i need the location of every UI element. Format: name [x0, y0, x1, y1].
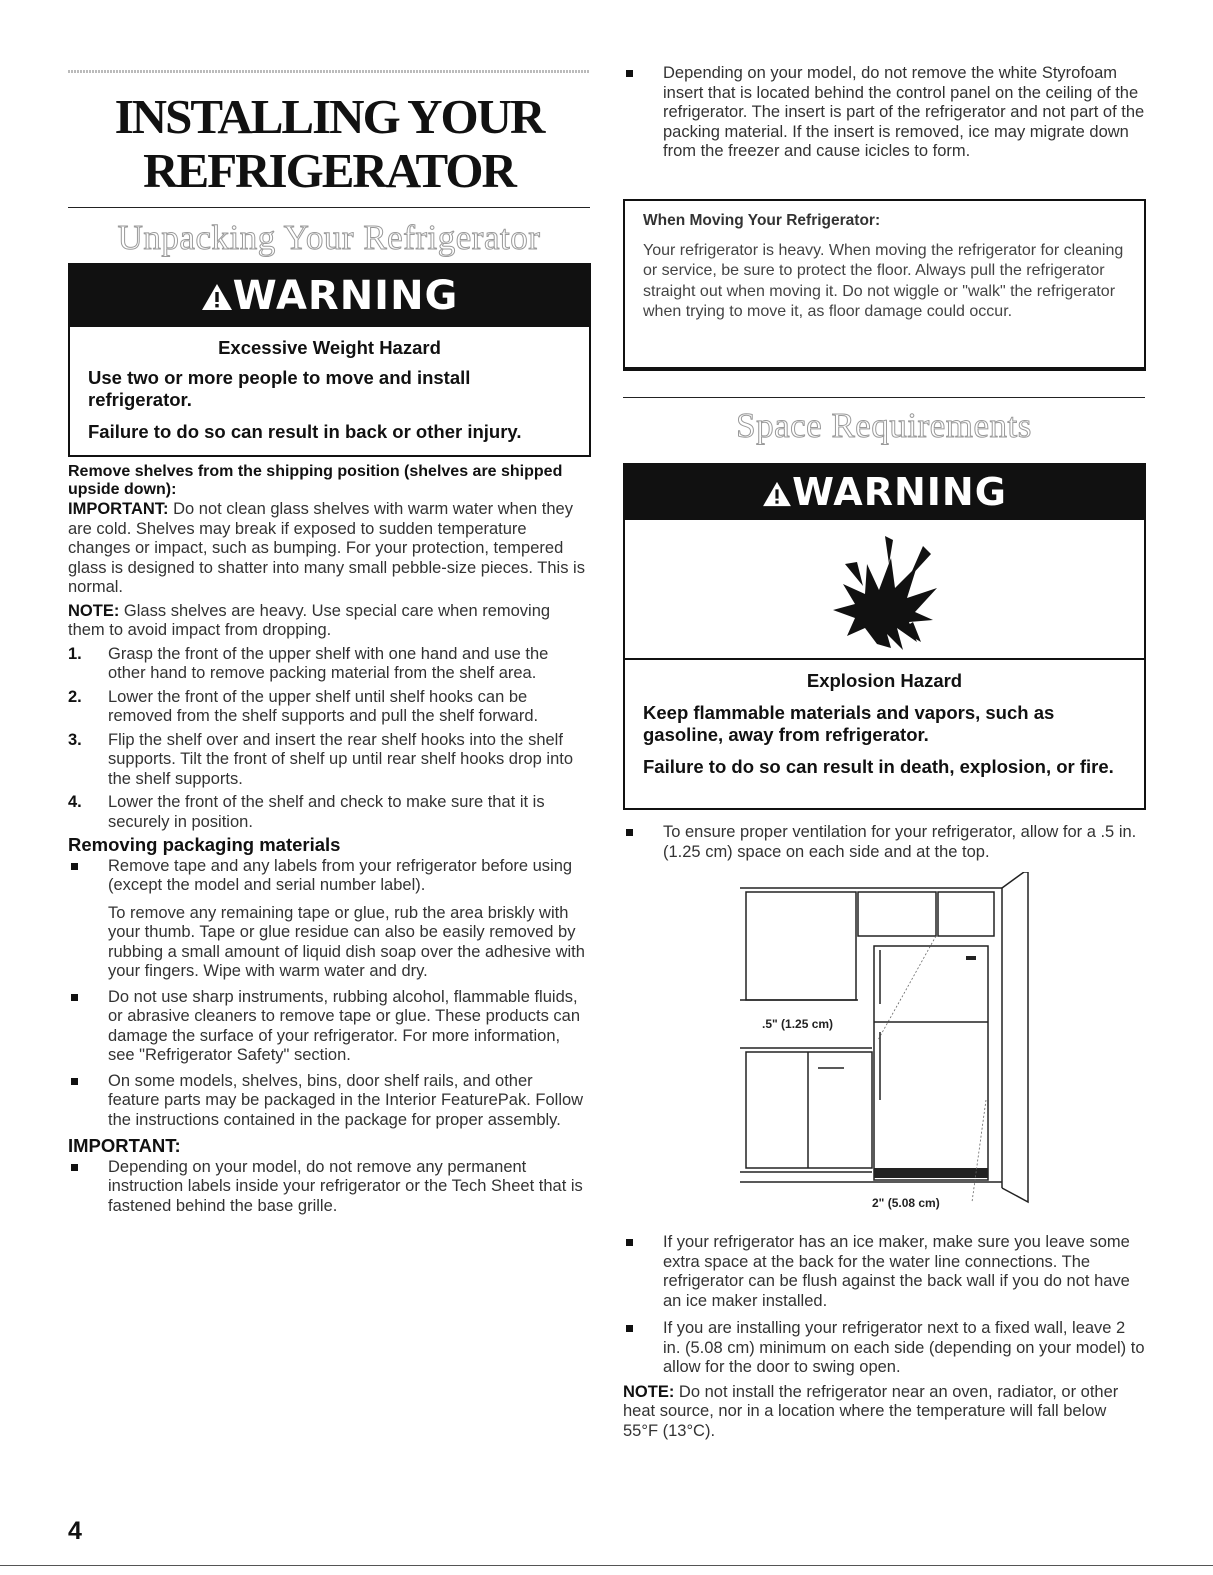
list-item [68, 988, 588, 1066]
list-item [68, 857, 588, 982]
important-text: Do not clean glass shelves with warm water when they are cold. Shelves may break if exposed to sudden temperature changes or impact, such as bumping. For your protection, tempered glass is designed to shatter into many small pebble-size pieces. This is normal. [68, 500, 585, 596]
packaging-bullet-3: On some models, shelves, bins, door shelf rails, and other feature parts may be packaged in the Interior FeaturePak. Follow the instructions contained in the package for proper assembly. [108, 1071, 584, 1129]
list-item [68, 1072, 588, 1131]
right-note-label: NOTE: [623, 1382, 675, 1401]
right-note-paragraph [623, 1383, 1145, 1442]
moving-heading: When Moving Your Refrigerator: [643, 212, 881, 229]
warning-label: WARNING [792, 470, 1007, 514]
step-number: 4. [68, 793, 82, 811]
warning-banner [625, 465, 1144, 520]
packaging-heading: Removing packaging materials [68, 834, 341, 855]
hazard-title: Explosion Hazard [806, 670, 963, 691]
styrofoam-block [623, 64, 1145, 162]
important2-bullet-1: Depending on your model, do not remove any permanent instruction labels inside your refrigerator or the Tech Sheet that is fastened behind the base grille. [108, 1157, 583, 1215]
list-item [623, 64, 1145, 162]
page-title-line1: INSTALLING YOUR [114, 89, 544, 144]
hazard-instruction: Use two or more people to move and install refrigerator. [88, 367, 471, 410]
step-text: Lower the front of the shelf and check to make sure that it is securely in position. [108, 793, 545, 831]
explosion-icon [625, 520, 1144, 660]
icemaker-bullet: If your refrigerator has an ice maker, make sure you leave some extra space at the back for the water line connections. The refrigerator can be flush against the back wall if you do not have an ice maker installed. [663, 1233, 1130, 1310]
page-title-line2: REFRIGERATOR [143, 143, 515, 198]
warning-triangle-icon [201, 265, 233, 327]
side-clearance-label: .5" (1.25 cm) [762, 1017, 834, 1031]
explosion-warning-box [623, 463, 1146, 810]
list-item [68, 645, 588, 684]
shelf-steps [68, 645, 588, 833]
ventilation-bullet: To ensure proper ventilation for your refrigerator, allow for a .5 in. (1.25 cm) space on each side and at the top. [663, 823, 1137, 861]
list-item [623, 1233, 1145, 1311]
right-section-rule [623, 397, 1145, 398]
moving-box [623, 199, 1146, 371]
important2-heading: IMPORTANT: [68, 1135, 181, 1156]
section-title-unpacking: Unpacking Your Refrigerator [117, 218, 541, 257]
moving-text: Your refrigerator is heavy. When moving the refrigerator for cleaning or service, be sure to protect the floor. Always pull the refrigerator straight out when moving it. Do not wiggle or "walk" the refrigerator when trying to move it, as floor damage could occur. [643, 241, 1124, 320]
step-text: Lower the front of the upper shelf until shelf hooks can be removed from the shelf supports and pull the shelf forward. [108, 687, 539, 725]
list-item [68, 688, 588, 727]
packaging-bullet-2: Do not use sharp instruments, rubbing alcohol, flammable fluids, or abrasive cleaners to remove tape or glue. These products can damage the surface of your refrigerator. For more information, see "Refrigerator Safety" section. [108, 987, 581, 1064]
clearance-diagram [740, 872, 1040, 1218]
list-item [68, 1158, 588, 1217]
left-column [68, 463, 588, 1216]
step-text: Flip the shelf over and insert the rear shelf hooks into the shelf supports. Tilt the front of shelf up until rear shelf hooks drop into the shelf supports. [108, 730, 574, 788]
hazard-title: Excessive Weight Hazard [218, 337, 441, 358]
list-item [623, 1319, 1145, 1378]
section-title-space: Space Requirements [736, 406, 1032, 445]
wall-bullet: If you are installing your refrigerator next to a fixed wall, leave 2 in. (5.08 cm) minimum on each side (depending on your model) to allow for the door to swing open. [663, 1319, 1145, 1376]
warning-triangle-icon [762, 465, 792, 520]
hazard-consequence: Failure to do so can result in death, explosion, or fire. [643, 756, 1114, 777]
ventilation-block [623, 823, 1145, 862]
styrofoam-bullet: Depending on your model, do not remove the white Styrofoam insert that is located behind the control panel on the ceiling of the refrigerator. The insert is part of the refrigerator and not part of the packing material. If the insert is removed, ice may migrate down from the freezer and cause icicles to form. [663, 64, 1145, 160]
packaging-bullet-1: Remove tape and any labels from your refrigerator before using (except the model and serial number label). [108, 856, 573, 894]
hazard-consequence: Failure to do so can result in back or other injury. [88, 421, 522, 442]
shelves-heading: Remove shelves from the shipping position (shelves are shipped upside down): [68, 463, 563, 498]
weight-warning-box [68, 263, 591, 457]
note-paragraph [68, 602, 588, 641]
page-title [68, 89, 590, 198]
note-text: Glass shelves are heavy. Use special care when removing them to avoid impact from dropping. [68, 601, 551, 639]
packaging-bullet-1-detail: To remove any remaining tape or glue, rub the area briskly with your thumb. Tape or glue residue can also be easily removed by rubbing a small amount of liquid dish soap over the adhesive with your fingers. Wipe with warm water and dry. [108, 903, 585, 980]
important-paragraph [68, 500, 588, 598]
top-rule [68, 70, 590, 73]
icemaker-block [623, 1233, 1145, 1441]
important-label: IMPORTANT: [68, 500, 169, 518]
left-section-rule [68, 207, 590, 208]
bottom-rule [0, 1565, 1213, 1566]
step-number: 2. [68, 687, 82, 706]
back-clearance-label: 2" (5.08 cm) [872, 1196, 940, 1210]
note-label: NOTE: [68, 601, 120, 620]
step-number: 1. [68, 644, 82, 663]
step-number: 3. [68, 730, 82, 749]
list-item [623, 823, 1145, 862]
page-number: 4 [68, 1517, 82, 1545]
clearance-diagram-drawing [740, 872, 1040, 1218]
right-note-text: Do not install the refrigerator near an oven, radiator, or other heat source, nor in a location where the temperature will fall below 55°F (13°C). [623, 1382, 1119, 1440]
step-text: Grasp the front of the upper shelf with one hand and use the other hand to remove packing material from the shelf area. [108, 644, 549, 682]
warning-label: WARNING [232, 273, 459, 319]
warning-banner [70, 265, 589, 327]
list-item [68, 793, 588, 832]
list-item [68, 731, 588, 790]
hazard-instruction: Keep flammable materials and vapors, such as gasoline, away from refrigerator. [643, 702, 1055, 745]
